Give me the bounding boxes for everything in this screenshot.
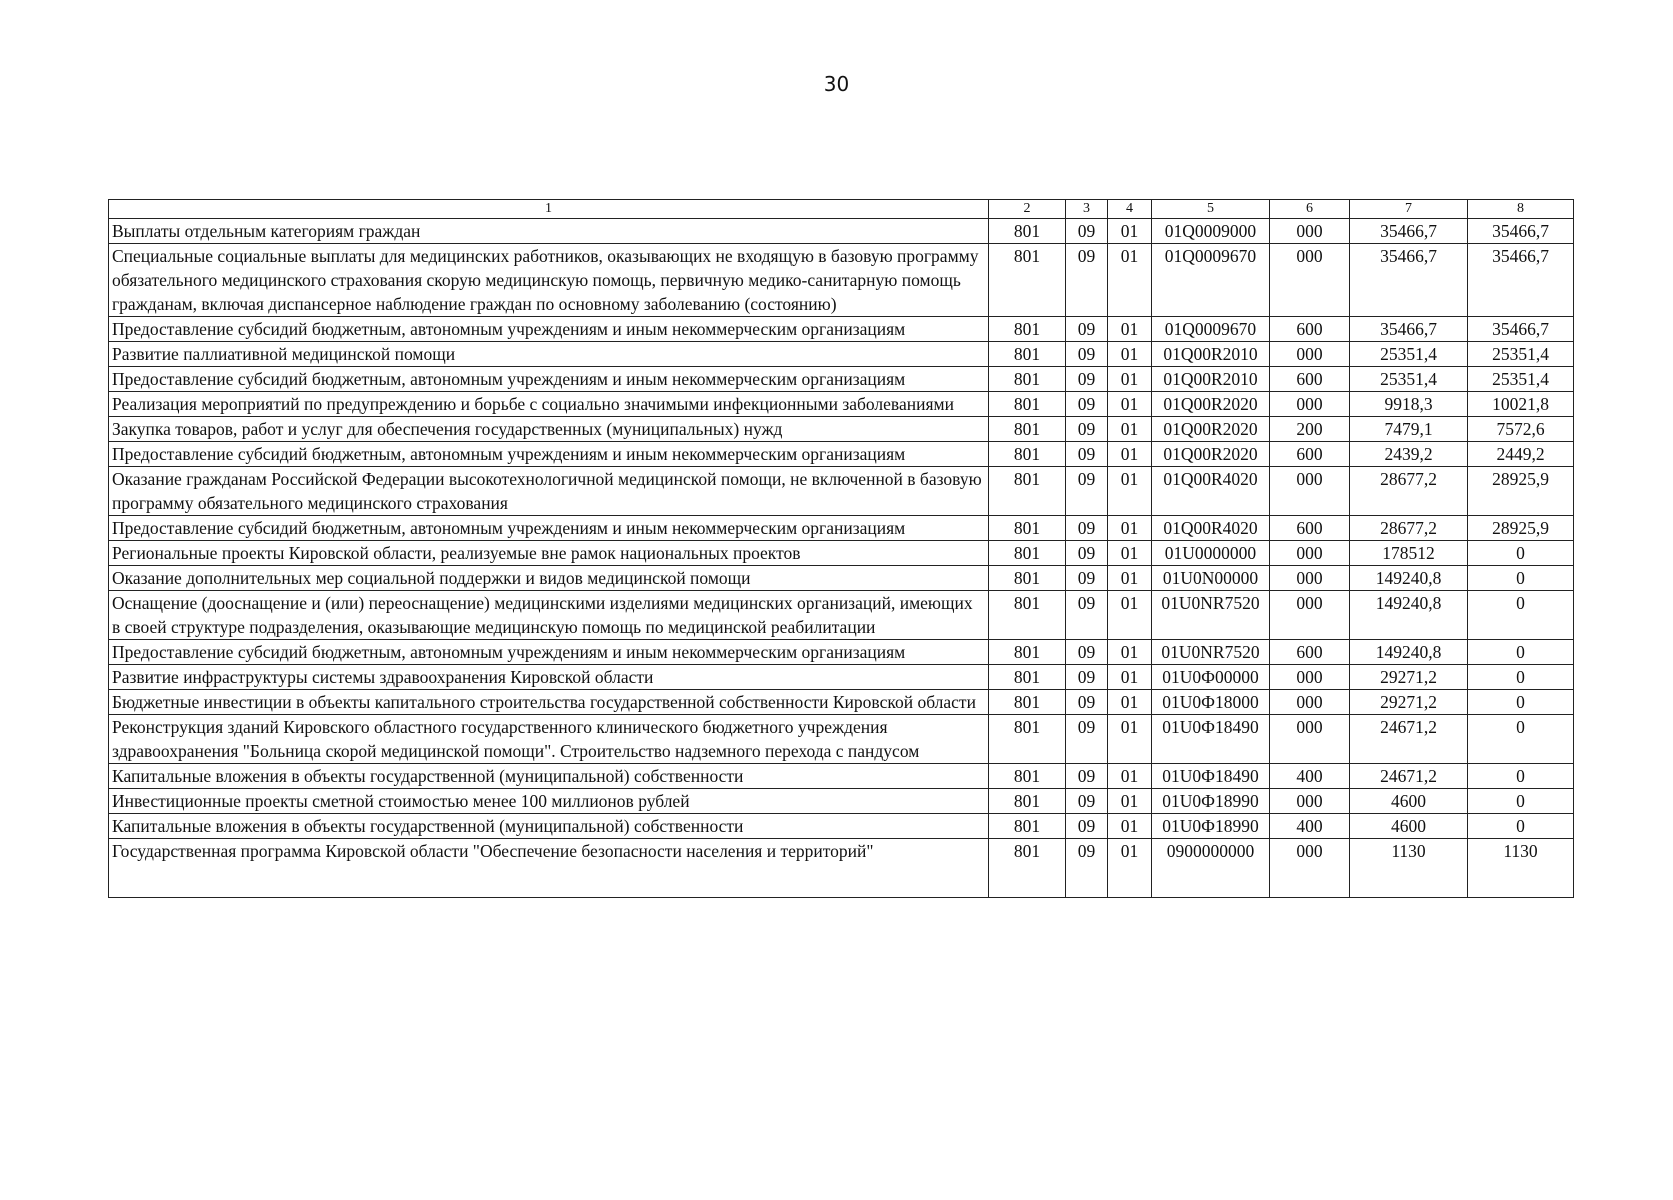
- row-name-cell: Реализация мероприятий по предупреждению и борьбе с социально значимыми инфекционными заболеваниями: [109, 392, 989, 417]
- table-row: [109, 690, 1574, 715]
- cell-7: 178512: [1350, 541, 1468, 566]
- cell-7: 149240,8: [1350, 591, 1468, 640]
- cell-3: 09: [1066, 566, 1108, 591]
- cell-3: 09: [1066, 789, 1108, 814]
- cell-4: 01: [1108, 640, 1152, 665]
- table-row: [109, 219, 1574, 244]
- cell-4: 01: [1108, 219, 1152, 244]
- page-number: 30: [823, 72, 850, 96]
- row-name-cell: Региональные проекты Кировской области, реализуемые вне рамок национальных проектов: [109, 541, 989, 566]
- cell-8: 0: [1468, 665, 1574, 690]
- row-name-cell: Предоставление субсидий бюджетным, автономным учреждениям и иным некоммерческим организациям: [109, 640, 989, 665]
- cell-5: 01U0NR7520: [1152, 640, 1270, 665]
- cell-6: 000: [1270, 244, 1350, 317]
- cell-2: 801: [989, 442, 1066, 467]
- cell-3: 09: [1066, 219, 1108, 244]
- row-name-cell: Предоставление субсидий бюджетным, автономным учреждениям и иным некоммерческим организациям: [109, 317, 989, 342]
- table-row: [109, 516, 1574, 541]
- cell-8: 0: [1468, 591, 1574, 640]
- cell-7: 25351,4: [1350, 342, 1468, 367]
- cell-6: 400: [1270, 764, 1350, 789]
- cell-8: 0: [1468, 715, 1574, 764]
- cell-4: 01: [1108, 367, 1152, 392]
- column-header-1: 1: [109, 200, 989, 219]
- cell-8: 1130: [1468, 839, 1574, 898]
- cell-3: 09: [1066, 715, 1108, 764]
- cell-4: 01: [1108, 467, 1152, 516]
- cell-6: 000: [1270, 541, 1350, 566]
- cell-6: 200: [1270, 417, 1350, 442]
- cell-4: 01: [1108, 591, 1152, 640]
- row-name-cell: Предоставление субсидий бюджетным, автономным учреждениям и иным некоммерческим организациям: [109, 442, 989, 467]
- table-row: [109, 789, 1574, 814]
- cell-3: 09: [1066, 417, 1108, 442]
- cell-8: 25351,4: [1468, 367, 1574, 392]
- cell-2: 801: [989, 640, 1066, 665]
- cell-2: 801: [989, 417, 1066, 442]
- row-name-cell: Оснащение (дооснащение и (или) переоснащение) медицинскими изделиями медицинских организаций, имеющих в своей структуре подразделения, оказывающие медицинскую помощь по медицинской реабилитации: [109, 591, 989, 640]
- column-header-4: 4: [1108, 200, 1152, 219]
- column-header-5: 5: [1152, 200, 1270, 219]
- cell-3: 09: [1066, 442, 1108, 467]
- table-row: [109, 541, 1574, 566]
- table-row: [109, 591, 1574, 640]
- cell-6: 000: [1270, 715, 1350, 764]
- cell-7: 7479,1: [1350, 417, 1468, 442]
- cell-6: 400: [1270, 814, 1350, 839]
- cell-2: 801: [989, 541, 1066, 566]
- cell-2: 801: [989, 317, 1066, 342]
- cell-6: 000: [1270, 839, 1350, 898]
- cell-5: 01Q0009670: [1152, 244, 1270, 317]
- cell-3: 09: [1066, 764, 1108, 789]
- cell-5: 01Q00R2010: [1152, 367, 1270, 392]
- cell-6: 600: [1270, 367, 1350, 392]
- cell-8: 7572,6: [1468, 417, 1574, 442]
- table-row: [109, 814, 1574, 839]
- row-name-cell: Инвестиционные проекты сметной стоимостью менее 100 миллионов рублей: [109, 789, 989, 814]
- cell-3: 09: [1066, 467, 1108, 516]
- cell-7: 4600: [1350, 789, 1468, 814]
- cell-4: 01: [1108, 814, 1152, 839]
- cell-4: 01: [1108, 839, 1152, 898]
- cell-3: 09: [1066, 814, 1108, 839]
- cell-4: 01: [1108, 541, 1152, 566]
- cell-7: 28677,2: [1350, 467, 1468, 516]
- cell-7: 9918,3: [1350, 392, 1468, 417]
- cell-7: 35466,7: [1350, 219, 1468, 244]
- cell-8: 0: [1468, 541, 1574, 566]
- cell-2: 801: [989, 244, 1066, 317]
- cell-7: 149240,8: [1350, 566, 1468, 591]
- cell-5: 01Q00R2020: [1152, 392, 1270, 417]
- column-header-6: 6: [1270, 200, 1350, 219]
- cell-3: 09: [1066, 244, 1108, 317]
- row-name-cell: Капитальные вложения в объекты государственной (муниципальной) собственности: [109, 814, 989, 839]
- cell-3: 09: [1066, 392, 1108, 417]
- cell-2: 801: [989, 467, 1066, 516]
- row-name-cell: Закупка товаров, работ и услуг для обеспечения государственных (муниципальных) нужд: [109, 417, 989, 442]
- table-row: [109, 764, 1574, 789]
- cell-4: 01: [1108, 715, 1152, 764]
- table-header-row: [109, 200, 1574, 219]
- row-name-cell: Выплаты отдельным категориям граждан: [109, 219, 989, 244]
- cell-8: 35466,7: [1468, 244, 1574, 317]
- cell-7: 24671,2: [1350, 764, 1468, 789]
- cell-7: 29271,2: [1350, 690, 1468, 715]
- cell-3: 09: [1066, 591, 1108, 640]
- cell-7: 1130: [1350, 839, 1468, 898]
- cell-5: 01Q00R2020: [1152, 442, 1270, 467]
- cell-5: 01U0Ф18990: [1152, 789, 1270, 814]
- cell-8: 25351,4: [1468, 342, 1574, 367]
- row-name-cell: Развитие инфраструктуры системы здравоохранения Кировской области: [109, 665, 989, 690]
- cell-8: 28925,9: [1468, 467, 1574, 516]
- cell-2: 801: [989, 342, 1066, 367]
- cell-7: 2439,2: [1350, 442, 1468, 467]
- cell-3: 09: [1066, 516, 1108, 541]
- cell-5: 01Q00R2020: [1152, 417, 1270, 442]
- cell-6: 000: [1270, 665, 1350, 690]
- cell-4: 01: [1108, 789, 1152, 814]
- table-row: [109, 566, 1574, 591]
- cell-4: 01: [1108, 442, 1152, 467]
- column-header-2: 2: [989, 200, 1066, 219]
- cell-5: 01Q00R4020: [1152, 516, 1270, 541]
- cell-6: 600: [1270, 442, 1350, 467]
- cell-5: 01Q0009670: [1152, 317, 1270, 342]
- cell-2: 801: [989, 665, 1066, 690]
- table-row: [109, 244, 1574, 317]
- column-header-8: 8: [1468, 200, 1574, 219]
- cell-6: 000: [1270, 219, 1350, 244]
- budget-table: [108, 199, 1574, 898]
- cell-3: 09: [1066, 665, 1108, 690]
- cell-5: 0900000000: [1152, 839, 1270, 898]
- cell-2: 801: [989, 839, 1066, 898]
- table-row: [109, 839, 1574, 898]
- cell-5: 01U0Ф18000: [1152, 690, 1270, 715]
- cell-8: 0: [1468, 566, 1574, 591]
- cell-8: 10021,8: [1468, 392, 1574, 417]
- cell-8: 0: [1468, 640, 1574, 665]
- cell-5: 01U0Ф18990: [1152, 814, 1270, 839]
- cell-5: 01Q0009000: [1152, 219, 1270, 244]
- cell-4: 01: [1108, 317, 1152, 342]
- cell-6: 000: [1270, 591, 1350, 640]
- cell-4: 01: [1108, 566, 1152, 591]
- cell-6: 000: [1270, 342, 1350, 367]
- cell-5: 01U0000000: [1152, 541, 1270, 566]
- row-name-cell: Оказание гражданам Российской Федерации высокотехнологичной медицинской помощи, не включенной в базовую программу обязательного медицинского страхования: [109, 467, 989, 516]
- cell-8: 0: [1468, 764, 1574, 789]
- table-row: [109, 317, 1574, 342]
- row-name-cell: Реконструкция зданий Кировского областного государственного клинического бюджетного учреждения здравоохранения "Больница скорой медицинской помощи". Строительство надземного перехода с пандусом: [109, 715, 989, 764]
- cell-5: 01U0Ф00000: [1152, 665, 1270, 690]
- cell-6: 000: [1270, 690, 1350, 715]
- cell-6: 000: [1270, 467, 1350, 516]
- column-header-7: 7: [1350, 200, 1468, 219]
- cell-6: 000: [1270, 566, 1350, 591]
- cell-7: 35466,7: [1350, 244, 1468, 317]
- cell-3: 09: [1066, 690, 1108, 715]
- cell-2: 801: [989, 516, 1066, 541]
- cell-6: 600: [1270, 516, 1350, 541]
- cell-3: 09: [1066, 342, 1108, 367]
- cell-2: 801: [989, 219, 1066, 244]
- cell-3: 09: [1066, 367, 1108, 392]
- row-name-cell: Специальные социальные выплаты для медицинских работников, оказывающих не входящую в базовую программу обязательного медицинского страхования скорую медицинскую помощь, первичную медико-санитарную помощь гражданам, включая диспансерное наблюдение граждан по основному заболеванию (состоянию): [109, 244, 989, 317]
- cell-4: 01: [1108, 690, 1152, 715]
- table-row: [109, 342, 1574, 367]
- row-name-cell: Развитие паллиативной медицинской помощи: [109, 342, 989, 367]
- row-name-cell: Бюджетные инвестиции в объекты капитального строительства государственной собственности Кировской области: [109, 690, 989, 715]
- cell-2: 801: [989, 367, 1066, 392]
- cell-5: 01U0Ф18490: [1152, 764, 1270, 789]
- row-name-cell: Государственная программа Кировской области "Обеспечение безопасности населения и территорий": [109, 839, 989, 898]
- column-header-3: 3: [1066, 200, 1108, 219]
- cell-2: 801: [989, 591, 1066, 640]
- row-name-cell: Предоставление субсидий бюджетным, автономным учреждениям и иным некоммерческим организациям: [109, 516, 989, 541]
- cell-4: 01: [1108, 392, 1152, 417]
- table-row: [109, 392, 1574, 417]
- cell-8: 0: [1468, 789, 1574, 814]
- cell-7: 29271,2: [1350, 665, 1468, 690]
- table-row: [109, 367, 1574, 392]
- cell-6: 000: [1270, 789, 1350, 814]
- table-row: [109, 640, 1574, 665]
- cell-7: 149240,8: [1350, 640, 1468, 665]
- cell-4: 01: [1108, 244, 1152, 317]
- cell-7: 4600: [1350, 814, 1468, 839]
- cell-8: 35466,7: [1468, 317, 1574, 342]
- cell-5: 01Q00R4020: [1152, 467, 1270, 516]
- cell-3: 09: [1066, 541, 1108, 566]
- row-name-cell: Капитальные вложения в объекты государственной (муниципальной) собственности: [109, 764, 989, 789]
- cell-5: 01U0Ф18490: [1152, 715, 1270, 764]
- cell-4: 01: [1108, 342, 1152, 367]
- cell-2: 801: [989, 715, 1066, 764]
- cell-7: 25351,4: [1350, 367, 1468, 392]
- cell-3: 09: [1066, 317, 1108, 342]
- cell-8: 35466,7: [1468, 219, 1574, 244]
- cell-6: 000: [1270, 392, 1350, 417]
- cell-7: 28677,2: [1350, 516, 1468, 541]
- cell-5: 01U0NR7520: [1152, 591, 1270, 640]
- cell-2: 801: [989, 789, 1066, 814]
- cell-8: 0: [1468, 690, 1574, 715]
- table-row: [109, 665, 1574, 690]
- cell-7: 24671,2: [1350, 715, 1468, 764]
- cell-6: 600: [1270, 640, 1350, 665]
- table-row: [109, 417, 1574, 442]
- cell-8: 2449,2: [1468, 442, 1574, 467]
- cell-3: 09: [1066, 640, 1108, 665]
- row-name-cell: Оказание дополнительных мер социальной поддержки и видов медицинской помощи: [109, 566, 989, 591]
- cell-4: 01: [1108, 764, 1152, 789]
- cell-4: 01: [1108, 516, 1152, 541]
- cell-2: 801: [989, 392, 1066, 417]
- cell-5: 01Q00R2010: [1152, 342, 1270, 367]
- cell-6: 600: [1270, 317, 1350, 342]
- table-body: [109, 219, 1574, 898]
- cell-7: 35466,7: [1350, 317, 1468, 342]
- table-row: [109, 467, 1574, 516]
- cell-4: 01: [1108, 417, 1152, 442]
- cell-8: 28925,9: [1468, 516, 1574, 541]
- cell-2: 801: [989, 814, 1066, 839]
- cell-3: 09: [1066, 839, 1108, 898]
- row-name-cell: Предоставление субсидий бюджетным, автономным учреждениям и иным некоммерческим организациям: [109, 367, 989, 392]
- cell-5: 01U0N00000: [1152, 566, 1270, 591]
- cell-2: 801: [989, 566, 1066, 591]
- table-row: [109, 442, 1574, 467]
- cell-2: 801: [989, 690, 1066, 715]
- cell-8: 0: [1468, 814, 1574, 839]
- cell-4: 01: [1108, 665, 1152, 690]
- cell-2: 801: [989, 764, 1066, 789]
- table-row: [109, 715, 1574, 764]
